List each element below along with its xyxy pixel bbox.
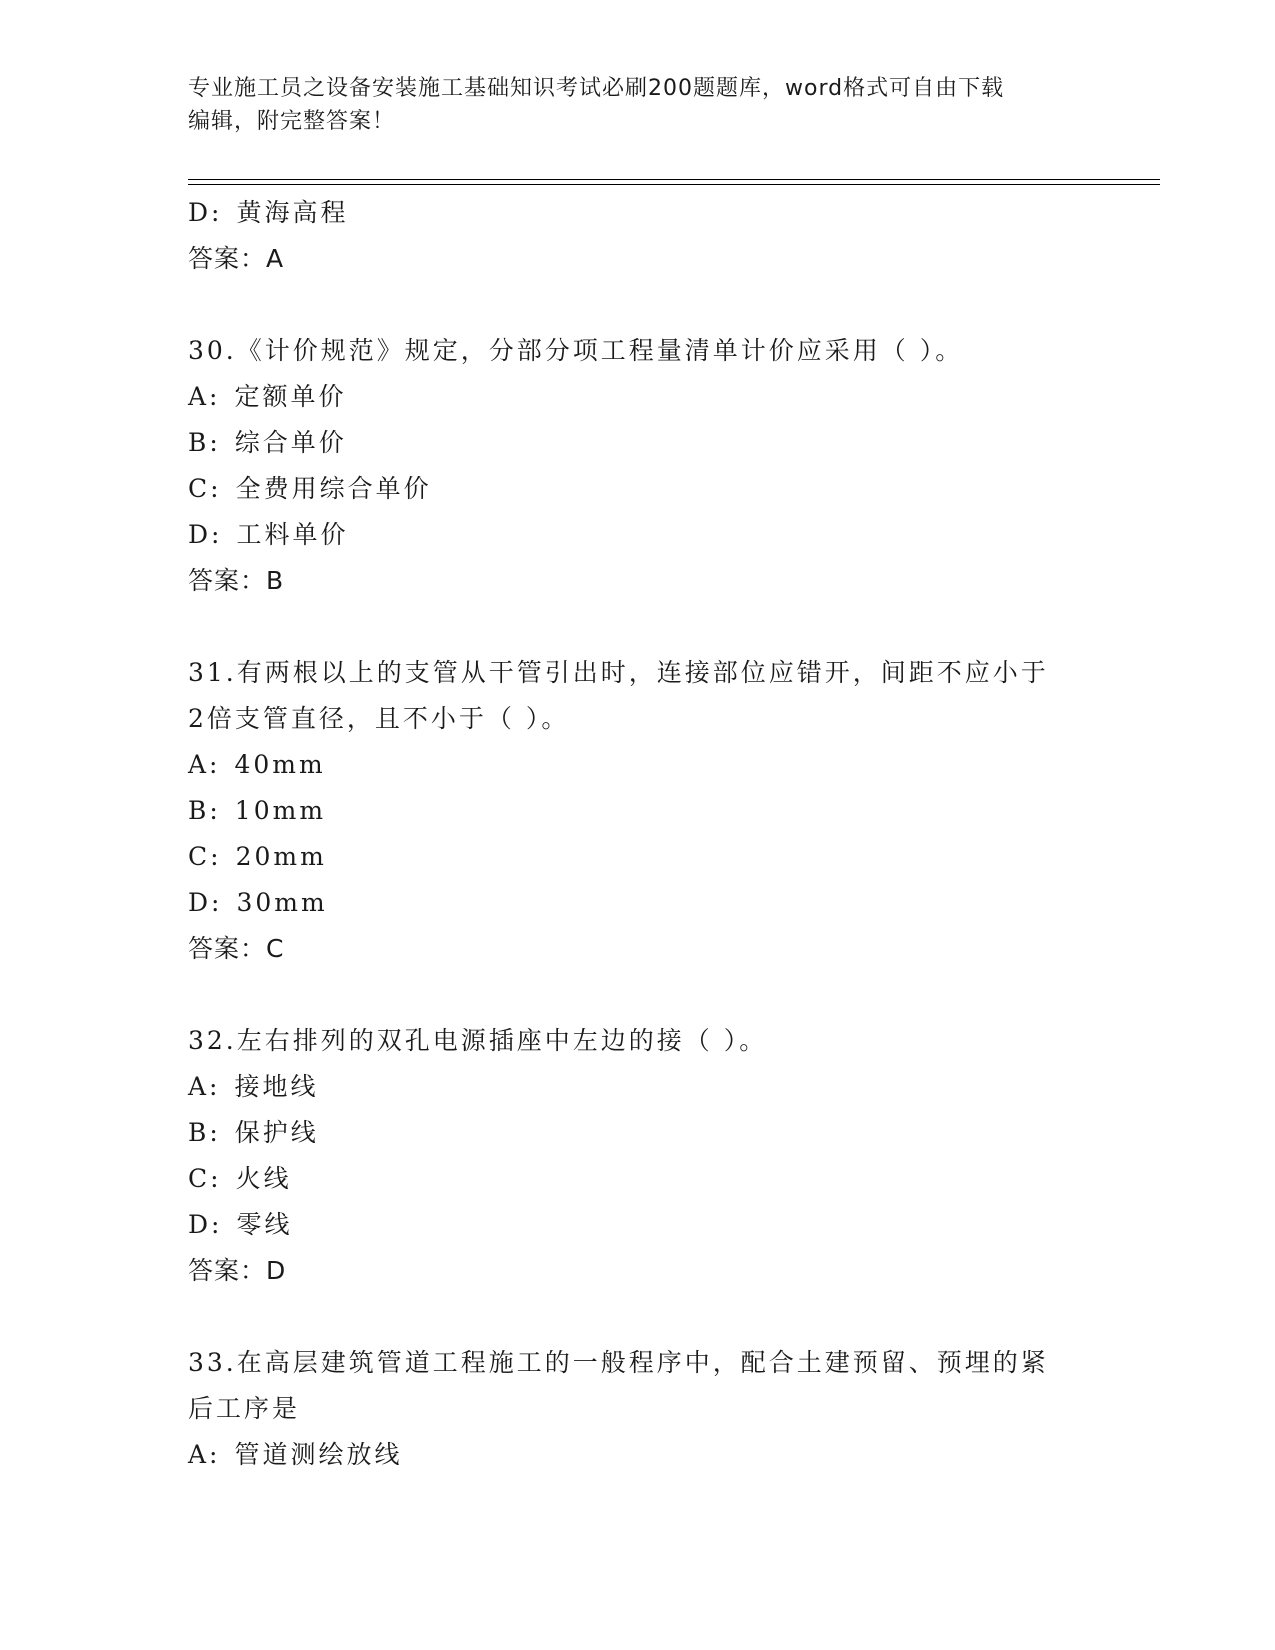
option-b [188, 420, 1088, 466]
answer-line: 答案：D [188, 1256, 287, 1285]
question-33-text-cont: 后工序是 [188, 1394, 301, 1423]
option-text: 火线 [235, 1164, 292, 1193]
option-c [188, 466, 1088, 512]
question-list [188, 190, 1088, 1478]
answer-line: 答案：B [188, 566, 285, 595]
answer-line: 答案：A [188, 244, 285, 273]
option-letter: B: [188, 428, 221, 457]
option-c [188, 834, 1088, 880]
option-letter: D: [188, 1210, 223, 1239]
question-32-text: 32.左右排列的双孔电源插座中左边的接（ ）。 [188, 1026, 768, 1055]
header-divider-top [188, 179, 1160, 180]
option-text: 工料单价 [236, 520, 349, 549]
option-text: 综合单价 [234, 428, 347, 457]
option-text: 30mm [236, 888, 328, 917]
option-d [188, 880, 1088, 926]
option-text: 10mm [234, 796, 327, 825]
option-text: 零线 [236, 1210, 293, 1239]
option-letter: C: [188, 842, 222, 871]
option-a [188, 742, 1088, 788]
header-divider-bottom [188, 184, 1160, 185]
option-letter: C: [188, 1164, 222, 1193]
option-b [188, 1110, 1088, 1156]
option-text: 全费用综合单价 [235, 474, 432, 503]
option-b [188, 788, 1088, 834]
option-text: 40mm [234, 750, 326, 779]
answer-line: 答案：C [188, 934, 285, 963]
option-letter: D: [188, 520, 223, 549]
option-letter: A: [188, 1072, 221, 1101]
option-text: 接地线 [234, 1072, 319, 1101]
option-letter: D: [188, 888, 223, 917]
header-line-1: 专业施工员之设备安装施工基础知识考试必刷200题题库，word格式可自由下载 [188, 76, 1005, 101]
option-text: 20mm [235, 842, 327, 871]
option-d [188, 1202, 1088, 1248]
option-letter: A: [188, 382, 221, 411]
document-header [188, 72, 1088, 138]
question-31-text-cont: 2倍支管直径，且不小于（ ）。 [188, 704, 570, 733]
option-a [188, 1064, 1088, 1110]
option-letter: A: [188, 1440, 221, 1469]
option-letter: B: [188, 796, 221, 825]
option-d [188, 190, 1088, 236]
header-line-2: 编辑，附完整答案！ [188, 109, 396, 134]
question-30-text: 30.《计价规范》规定，分部分项工程量清单计价应采用（ ）。 [188, 336, 964, 365]
option-text: 定额单价 [234, 382, 347, 411]
option-a [188, 374, 1088, 420]
option-c [188, 1156, 1088, 1202]
option-letter: A: [188, 750, 221, 779]
option-d [188, 512, 1088, 558]
option-a [188, 1432, 1088, 1478]
option-text: 保护线 [234, 1118, 319, 1147]
option-text: 管道测绘放线 [234, 1440, 403, 1469]
option-letter: D: [188, 198, 223, 227]
question-31-text: 31.有两根以上的支管从干管引出时，连接部位应错开，间距不应小于 [188, 658, 1049, 687]
question-33-text: 33.在高层建筑管道工程施工的一般程序中，配合土建预留、预埋的紧 [188, 1348, 1049, 1377]
option-letter: B: [188, 1118, 221, 1147]
option-text: 黄海高程 [236, 198, 349, 227]
option-letter: C: [188, 474, 222, 503]
